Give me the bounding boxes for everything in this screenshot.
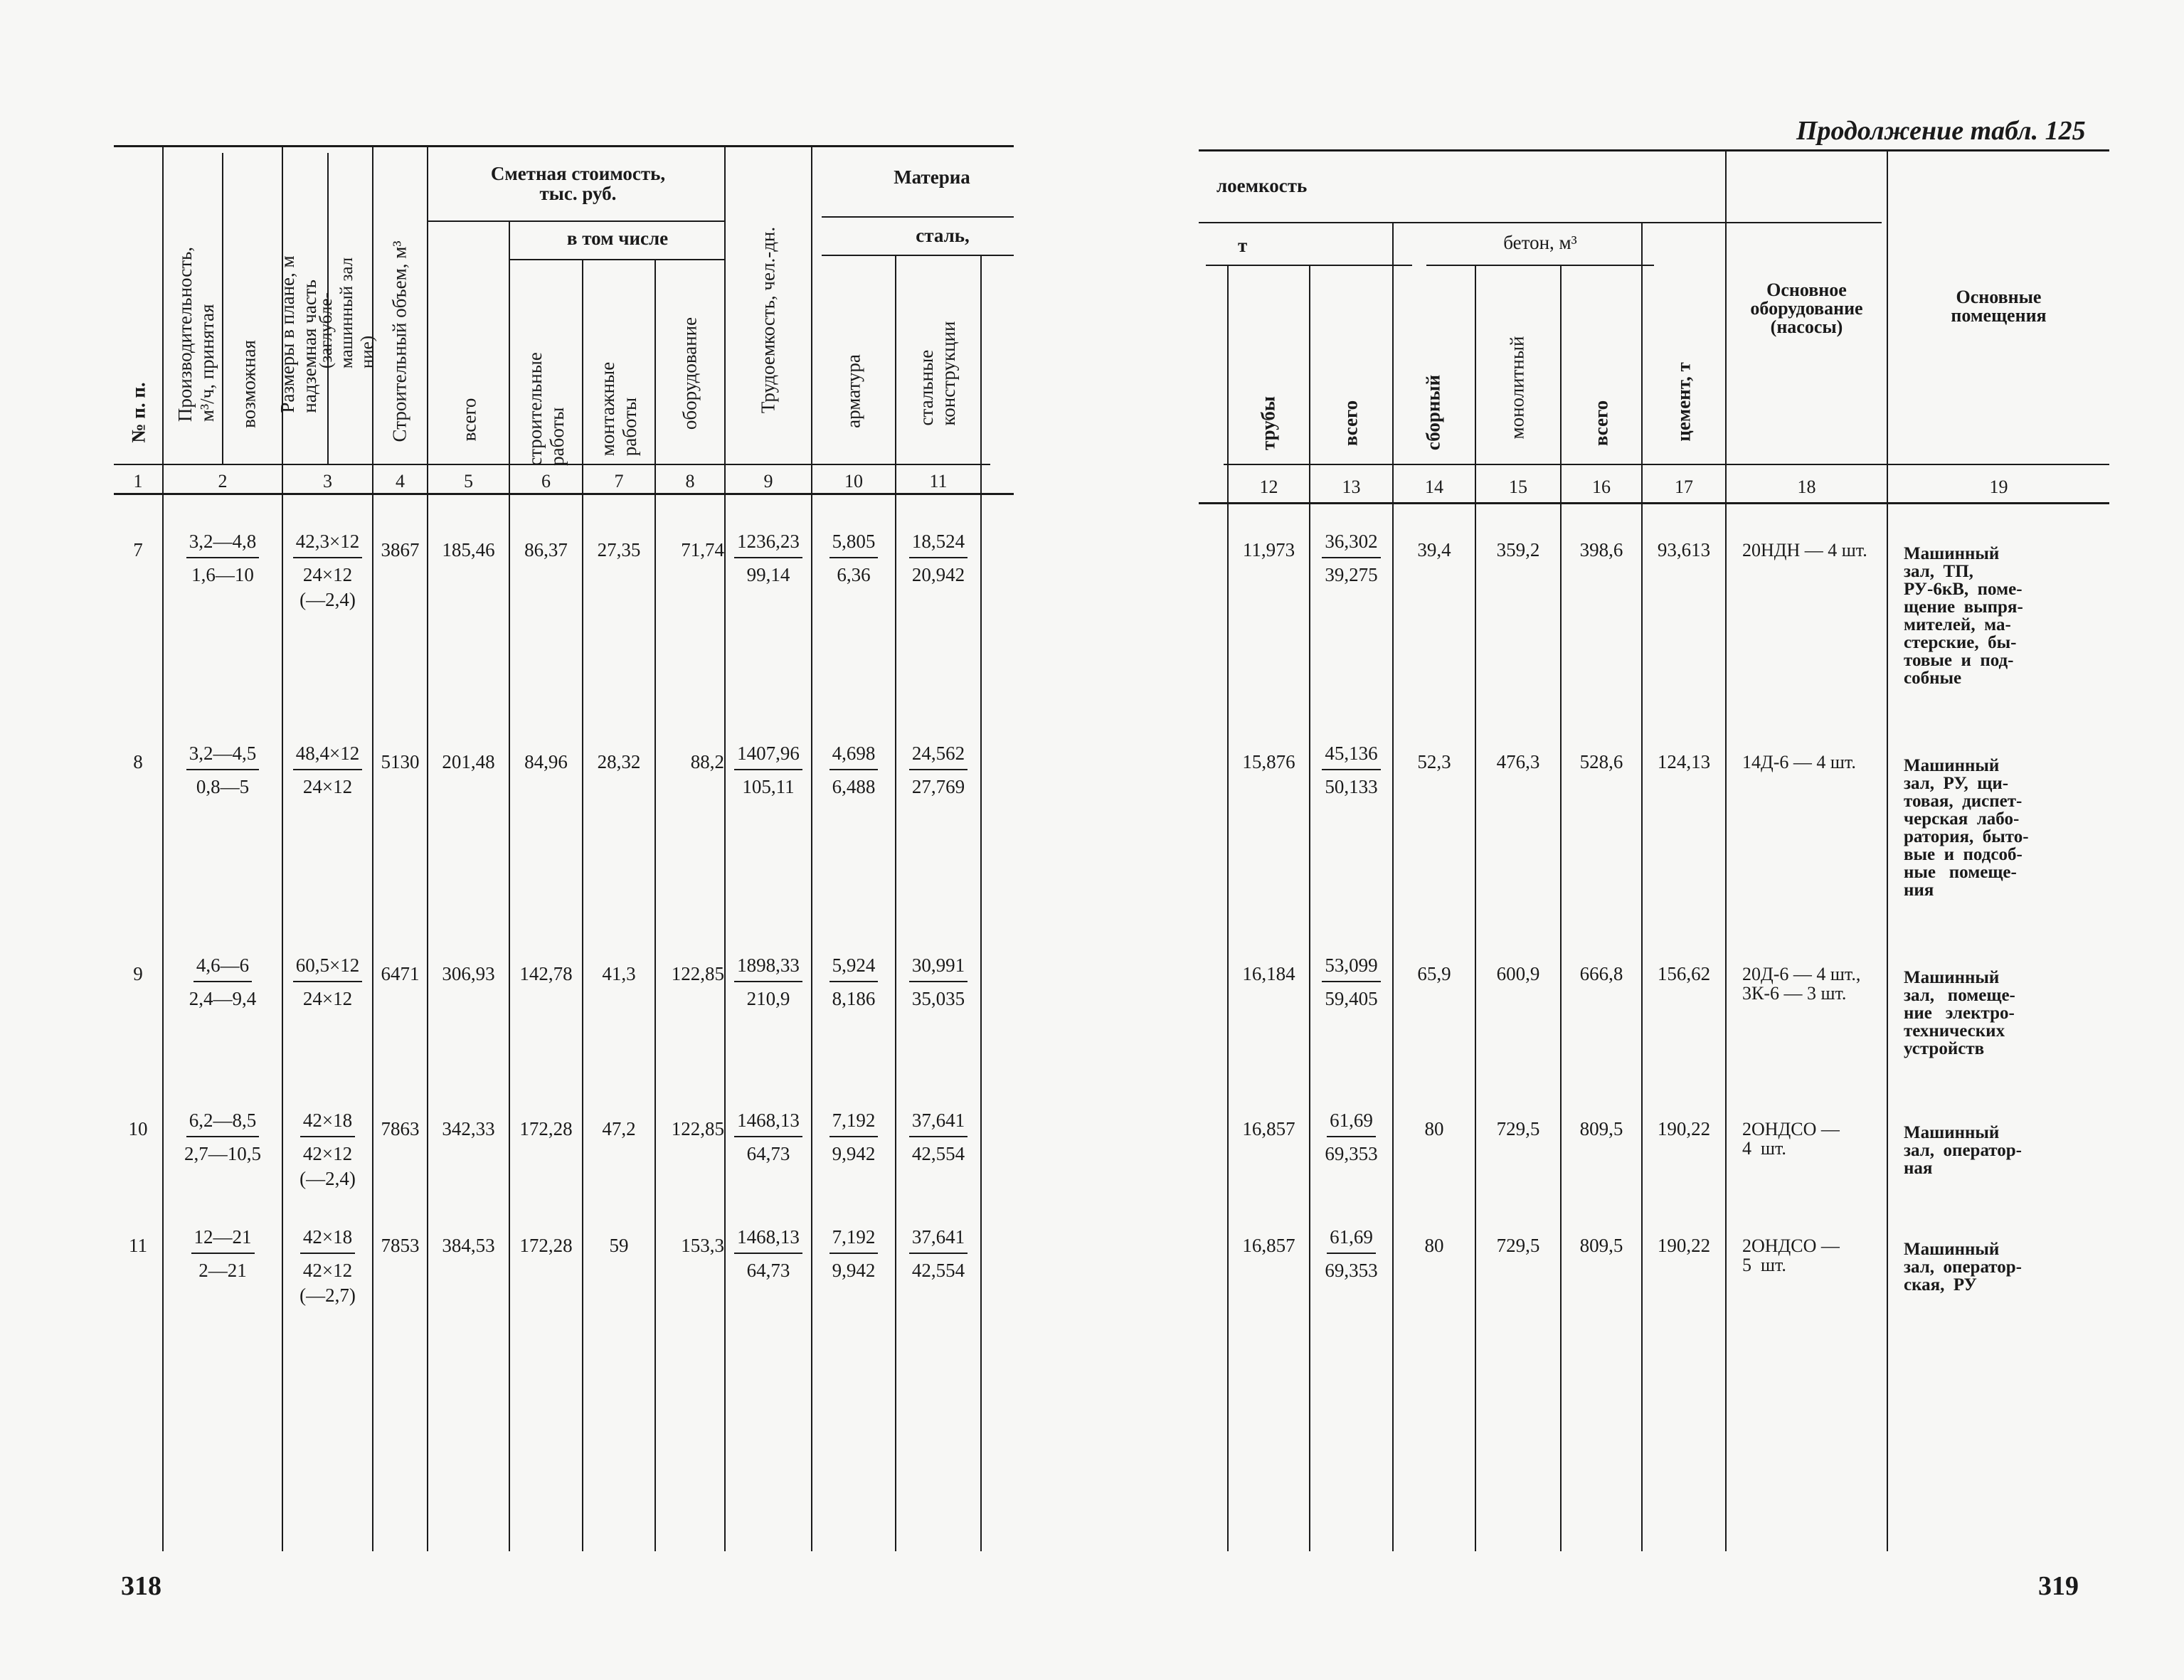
col-divider [1475, 266, 1476, 1551]
header-main-equipment: Основное оборудование (насосы) [1750, 280, 1863, 337]
capacity-fraction-top: 3,2—4,8 [186, 532, 260, 558]
steel-structures-fraction-bottom: 42,554 [911, 1260, 965, 1281]
dimensions-fraction [283, 956, 372, 1009]
rooms-cell: Машинный зал, РУ, щи- товая, диспет- черская лабо- ратория, быто- вые и подсоб- ные помеще- ния [1904, 756, 2029, 900]
equipment-cost-cell: 88,2 [690, 751, 724, 772]
header-dimensions: Размеры в плане, м надземная часть [276, 255, 320, 413]
capacity-fraction [164, 1228, 282, 1280]
steel-structures-fraction-top: 37,641 [909, 1111, 968, 1137]
capacity-fraction [164, 744, 282, 797]
cost-total-cell: 201,48 [442, 751, 495, 772]
col-divider [222, 153, 223, 464]
construction-cost-cell: 172,28 [519, 1118, 573, 1139]
capacity-fraction [164, 1111, 282, 1164]
precast-concrete-cell: 80 [1424, 1235, 1444, 1256]
cement-cell: 156,62 [1657, 963, 1711, 984]
col-divider [1887, 151, 1888, 1551]
col-divider [811, 147, 812, 1551]
capacity-fraction [164, 956, 282, 1009]
concrete-total-cell: 809,5 [1579, 1118, 1623, 1139]
concrete-total-cell: 528,6 [1579, 751, 1623, 772]
column-number: 19 [1989, 477, 2008, 497]
column-number: 6 [541, 471, 551, 491]
labor-fraction [726, 532, 811, 585]
equipment-cost-cell: 153,3 [681, 1235, 724, 1256]
construction-cost-cell: 142,78 [519, 963, 573, 984]
steel-structures-fraction-top: 30,991 [909, 956, 968, 982]
column-number: 9 [763, 471, 773, 491]
equipment-cell: 14Д-6 — 4 шт. [1742, 752, 1856, 772]
header-capacity-possible: возможная [238, 340, 260, 428]
steel-structures-fraction-top: 18,524 [909, 532, 968, 558]
labor-fraction [726, 1228, 811, 1280]
metal-total-fraction-top: 45,136 [1322, 744, 1380, 770]
header-bottom-rule [114, 493, 1014, 495]
metal-total-fraction-bottom: 59,405 [1325, 988, 1378, 1009]
dimensions-fraction-bottom: 24×12 [302, 564, 353, 585]
metal-total-fraction-bottom: 69,353 [1325, 1143, 1378, 1164]
capacity-fraction-top: 3,2—4,5 [186, 744, 260, 770]
header-pipes: трубы [1257, 396, 1279, 450]
col-divider [427, 147, 428, 1551]
dimensions-fraction [283, 532, 372, 610]
metal-total-fraction-top: 53,099 [1322, 956, 1380, 982]
volume-cell: 6471 [381, 963, 420, 984]
installation-cost-cell: 28,32 [597, 751, 641, 772]
reinforcement-fraction [812, 1228, 895, 1280]
steel-structures-fraction [896, 744, 980, 797]
steel-structures-fraction-bottom: 35,035 [911, 988, 965, 1009]
cement-cell: 93,613 [1657, 539, 1711, 560]
volume-cell: 5130 [381, 751, 420, 772]
dimensions-fraction-extra: (—2,4) [299, 589, 356, 610]
capacity-fraction-top: 4,6—6 [194, 956, 252, 982]
header-machine-hall: (заглубле- машинный зал ние) [316, 257, 377, 369]
header-reinforcement: арматура [842, 354, 864, 428]
volume-cell: 3867 [381, 539, 420, 560]
installation-cost-cell: 59 [609, 1235, 629, 1256]
labor-fraction-bottom: 64,73 [746, 1143, 790, 1164]
column-number: 18 [1797, 477, 1816, 497]
column-number: 2 [218, 471, 228, 491]
loemkost-group-rule [1199, 222, 1882, 223]
dimensions-fraction-top: 60,5×12 [293, 956, 362, 982]
page-number-right: 319 [2038, 1571, 2079, 1601]
installation-cost-cell: 47,2 [602, 1118, 636, 1139]
column-number: 3 [323, 471, 332, 491]
metal-total-fraction-top: 36,302 [1322, 532, 1380, 558]
col-divider [1309, 266, 1310, 1551]
metal-total-fraction [1310, 744, 1392, 797]
concrete-total-cell: 398,6 [1579, 539, 1623, 560]
dimensions-fraction [283, 1111, 372, 1189]
dimensions-fraction-top: 42,3×12 [293, 532, 362, 558]
dimensions-fraction-extra: (—2,7) [299, 1285, 356, 1306]
reinforcement-fraction [812, 744, 895, 797]
concrete-total-cell: 809,5 [1579, 1235, 1623, 1256]
row-number: 7 [133, 539, 143, 560]
column-number: 15 [1509, 477, 1527, 497]
cost-group-rule [427, 220, 726, 222]
col-divider [1725, 151, 1727, 1551]
col-divider [1227, 266, 1229, 1551]
capacity-fraction-bottom: 2—21 [198, 1260, 247, 1281]
labor-fraction-top: 1236,23 [734, 532, 802, 558]
rooms-cell: Машинный зал, ТП, РУ-6кВ, поме- щение выпря- мителей, ма- стерские, бы- товые и под- собные [1904, 544, 2023, 688]
right-page [1092, 0, 2184, 1680]
header-steel-structures: стальные конструкции [915, 321, 959, 426]
reinforcement-fraction-top: 7,192 [829, 1111, 879, 1137]
rooms-cell: Машинный зал, оператор- ная [1904, 1123, 2022, 1178]
column-number: 5 [464, 471, 473, 491]
precast-concrete-cell: 65,9 [1417, 963, 1451, 984]
col-divider [582, 259, 583, 1551]
equipment-cost-cell: 71,74 [681, 539, 724, 560]
labor-fraction [726, 1111, 811, 1164]
header-main-rooms: Основные помещения [1951, 287, 2047, 326]
reinforcement-fraction-bottom: 6,488 [832, 776, 876, 797]
column-number: 4 [396, 471, 405, 491]
equipment-cost-cell: 122,85 [671, 963, 724, 984]
header-equipment-cost: оборудование [679, 317, 701, 430]
labor-fraction-top: 1407,96 [734, 744, 802, 770]
reinforcement-fraction [812, 956, 895, 1009]
page-number-left: 318 [121, 1571, 161, 1601]
steel-structures-fraction [896, 956, 980, 1009]
monolithic-concrete-cell: 476,3 [1496, 751, 1540, 772]
monolithic-concrete-cell: 729,5 [1496, 1118, 1540, 1139]
equipment-cell: 20Д-6 — 4 шт., 3К-6 — 3 шт. [1742, 964, 1861, 1004]
steel-structures-fraction-bottom: 42,554 [911, 1143, 965, 1164]
row-number: 11 [129, 1235, 147, 1256]
column-number: 16 [1592, 477, 1611, 497]
labor-fraction-bottom: 210,9 [746, 988, 790, 1009]
concrete-total-cell: 666,8 [1579, 963, 1623, 984]
cement-cell: 190,22 [1657, 1118, 1711, 1139]
steel-structures-fraction-bottom: 27,769 [911, 776, 965, 797]
col-divider [1641, 223, 1643, 1551]
pipes-cell: 15,876 [1242, 751, 1295, 772]
equipment-cost-cell: 122,85 [671, 1118, 724, 1139]
column-number: 14 [1425, 477, 1443, 497]
capacity-fraction [164, 532, 282, 585]
header-labor: Трудоемкость, чел.-дн. [757, 226, 779, 414]
column-number: 12 [1259, 477, 1278, 497]
monolithic-concrete-cell: 729,5 [1496, 1235, 1540, 1256]
header-incl-group: в том числе [566, 228, 669, 249]
steel-structures-fraction [896, 1228, 980, 1280]
materials-group-rule [822, 216, 1014, 218]
labor-fraction-top: 1898,33 [734, 956, 802, 982]
metal-total-fraction-bottom: 50,133 [1325, 776, 1378, 797]
header-concrete-group: бетон, м³ [1503, 232, 1577, 253]
labor-fraction [726, 744, 811, 797]
precast-concrete-cell: 80 [1424, 1118, 1444, 1139]
incl-group-rule [509, 259, 726, 260]
reinforcement-fraction-top: 4,698 [829, 744, 879, 770]
row-number: 8 [133, 751, 143, 772]
header-steel-group: сталь, [916, 225, 970, 246]
steel-structures-fraction [896, 1111, 980, 1164]
construction-cost-cell: 86,37 [524, 539, 568, 560]
header-cement: цемент, т [1673, 362, 1695, 442]
rooms-cell: Машинный зал, помеще- ние электро- технических устройств [1904, 968, 2015, 1058]
column-number: 7 [614, 471, 624, 491]
cost-total-cell: 306,93 [442, 963, 495, 984]
row-number: 9 [133, 963, 143, 984]
dimensions-fraction-top: 48,4×12 [293, 744, 362, 770]
steel-group-rule [822, 255, 1014, 256]
capacity-fraction-top: 12—21 [191, 1228, 255, 1254]
volume-cell: 7863 [381, 1118, 420, 1139]
cement-cell: 190,22 [1657, 1235, 1711, 1256]
monolithic-concrete-cell: 359,2 [1496, 539, 1540, 560]
header-t-group: т [1238, 235, 1248, 256]
capacity-fraction-bottom: 0,8—5 [196, 776, 250, 797]
dimensions-fraction-bottom: 42×12 [302, 1260, 353, 1281]
header-total: всего [1340, 400, 1362, 447]
reinforcement-fraction [812, 532, 895, 585]
col-divider [980, 256, 982, 1551]
installation-cost-cell: 41,3 [602, 963, 636, 984]
labor-fraction-bottom: 99,14 [746, 564, 790, 585]
header-cost-total: всего [458, 398, 480, 442]
reinforcement-fraction [812, 1111, 895, 1164]
labor-fraction-bottom: 105,11 [742, 776, 795, 797]
construction-cost-cell: 84,96 [524, 751, 568, 772]
rooms-cell: Машинный зал, оператор- ская, РУ [1904, 1240, 2022, 1294]
cost-total-cell: 185,46 [442, 539, 495, 560]
pipes-cell: 16,184 [1242, 963, 1295, 984]
reinforcement-fraction-bottom: 9,942 [832, 1260, 876, 1281]
capacity-fraction-bottom: 2,7—10,5 [184, 1143, 261, 1164]
capacity-fraction-bottom: 1,6—10 [191, 564, 254, 585]
header-monolithic: монолитный [1506, 336, 1528, 440]
metal-total-fraction [1310, 956, 1392, 1009]
pipes-cell: 16,857 [1242, 1235, 1295, 1256]
dimensions-fraction-top: 42×18 [300, 1228, 355, 1254]
reinforcement-fraction-bottom: 9,942 [832, 1143, 876, 1164]
labor-fraction-bottom: 64,73 [746, 1260, 790, 1281]
dimensions-fraction-bottom: 24×12 [302, 988, 353, 1009]
labor-fraction [726, 956, 811, 1009]
column-number: 11 [929, 471, 948, 491]
dimensions-fraction [283, 1228, 372, 1305]
installation-cost-cell: 27,35 [597, 539, 641, 560]
col-divider [895, 256, 896, 1551]
metal-total-fraction-top: 61,69 [1327, 1111, 1376, 1137]
capacity-fraction-bottom: 2,4—9,4 [189, 988, 257, 1009]
metal-total-fraction-bottom: 69,353 [1325, 1260, 1378, 1281]
cement-cell: 124,13 [1657, 751, 1711, 772]
equipment-cell: 20НДН — 4 шт. [1742, 540, 1867, 560]
metal-total-fraction-top: 61,69 [1327, 1228, 1376, 1254]
header-materials-group: Материа [894, 166, 970, 188]
table-continuation-title: Продолжение табл. 125 [1796, 116, 2086, 146]
labor-fraction-top: 1468,13 [734, 1228, 802, 1254]
volume-cell: 7853 [381, 1235, 420, 1256]
column-number-rule [1224, 464, 2109, 465]
monolithic-concrete-cell: 600,9 [1496, 963, 1540, 984]
column-number: 1 [133, 471, 143, 491]
metal-total-fraction-bottom: 39,275 [1325, 564, 1378, 585]
header-capacity-accepted: Производительность, м³/ч, принятая [174, 246, 218, 422]
steel-structures-fraction-bottom: 20,942 [911, 564, 965, 585]
equipment-cell: 2ОНДСО — 5 шт. [1742, 1235, 1840, 1275]
header-cost-group: Сметная стоимость, тыс. руб. [490, 163, 666, 205]
table-top-rule [1199, 149, 2109, 151]
column-number: 8 [685, 471, 695, 491]
header-bottom-rule [1199, 502, 2109, 504]
dimensions-fraction-bottom: 24×12 [302, 776, 353, 797]
col-divider [1392, 223, 1394, 1551]
pipes-cell: 11,973 [1242, 539, 1295, 560]
labor-fraction-top: 1468,13 [734, 1111, 802, 1137]
equipment-cell: 2ОНДСО — 4 шт. [1742, 1119, 1840, 1159]
dimensions-fraction-top: 42×18 [300, 1111, 355, 1137]
column-number: 17 [1675, 477, 1693, 497]
reinforcement-fraction-bottom: 8,186 [832, 988, 876, 1009]
dimensions-fraction-extra: (—2,4) [299, 1168, 356, 1189]
col-divider [509, 222, 510, 1551]
dimensions-fraction-bottom: 42×12 [302, 1143, 353, 1164]
reinforcement-fraction-top: 7,192 [829, 1228, 879, 1254]
col-divider [162, 147, 164, 1551]
metal-total-fraction [1310, 532, 1392, 585]
reinforcement-fraction-bottom: 6,36 [837, 564, 871, 585]
steel-structures-fraction-top: 37,641 [909, 1228, 968, 1254]
precast-concrete-cell: 52,3 [1417, 751, 1451, 772]
column-number: 13 [1342, 477, 1361, 497]
col-divider [724, 147, 726, 1551]
cost-total-cell: 342,33 [442, 1118, 495, 1139]
cost-total-cell: 384,53 [442, 1235, 495, 1256]
pipes-cell: 16,857 [1242, 1118, 1295, 1139]
col-divider [654, 259, 656, 1551]
header-installation-works: монтажные работы [596, 361, 640, 457]
reinforcement-fraction-top: 5,924 [829, 956, 879, 982]
header-precast: сборный [1422, 374, 1444, 451]
precast-concrete-cell: 39,4 [1417, 539, 1451, 560]
row-number: 10 [128, 1118, 148, 1139]
metal-total-fraction [1310, 1228, 1392, 1280]
header-concrete-total: всего [1590, 400, 1612, 447]
col-divider [1560, 266, 1562, 1551]
metal-total-fraction [1310, 1111, 1392, 1164]
construction-cost-cell: 172,28 [519, 1235, 573, 1256]
steel-structures-fraction-top: 24,562 [909, 744, 968, 770]
concrete-group-rule [1426, 265, 1654, 266]
header-volume: Строительный объем, м³ [388, 240, 410, 442]
steel-structures-fraction [896, 532, 980, 585]
capacity-fraction-top: 6,2—8,5 [186, 1111, 260, 1137]
dimensions-fraction [283, 744, 372, 797]
header-construction-works: строительные работы [524, 352, 568, 466]
reinforcement-fraction-top: 5,805 [829, 532, 879, 558]
column-number: 10 [844, 471, 863, 491]
header-row-number: № п. п. [127, 382, 149, 443]
table-top-rule [114, 145, 1014, 147]
header-loemkost-group: лоемкость [1216, 175, 1308, 196]
